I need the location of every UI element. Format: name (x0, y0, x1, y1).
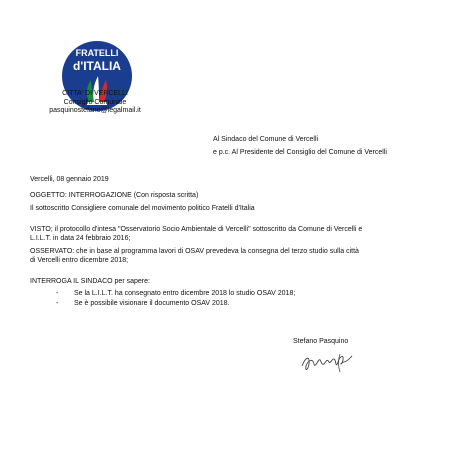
osservato-line: di Vercelli entro dicembre 2018; (30, 256, 129, 264)
question-item: - Se la L.I.L.T. ha consegnato entro dicembre 2018 lo studio OSAV 2018; (56, 289, 295, 299)
signer-name: Stefano Pasquino (293, 338, 349, 345)
handwritten-signature (300, 350, 354, 374)
logo-line2: d'ITALIA (73, 59, 121, 73)
logo-line1: FRATELLI (75, 48, 119, 58)
addressee-mayor: Al Sindaco del Comune di Vercelli (213, 136, 319, 143)
addressee-president: e p.c. Al Presidente del Consiglio del Comune di Vercelli (213, 149, 387, 156)
osservato-line: OSSERVATO: che in base al programma lavori di OSAV prevedeva la consegna del terzo studio sulla città (30, 248, 359, 255)
visto-line: VISTO; il protocollo d'intesa "Osservatorio Socio Ambientale di Vercelli" sottoscritto da Comune di Vercelli e (30, 226, 363, 233)
question-item: - Se è possibile visionare il documento OSAV 2018. (56, 299, 295, 309)
paragraph-visto (30, 226, 425, 243)
sender-council: Consiglio Comunale (63, 98, 127, 106)
sender-city: CITTA' DI VERCELLI (62, 90, 128, 97)
question-list (56, 289, 295, 308)
letter-date: Vercelli, 08 gennaio 2019 (30, 176, 109, 183)
visto-line: L.I.L.T. in data 24 febbraio 2016; (30, 234, 131, 242)
paragraph-osservato (30, 248, 425, 265)
sender-email: pasquinostefano@legalmail.it (49, 107, 141, 114)
sender-block (40, 90, 150, 116)
letter-subject: OGGETTO: INTERROGAZIONE (Con risposta scritta) (30, 192, 199, 199)
interroga-heading: INTERROGA IL SINDACO per sapere: (30, 278, 150, 285)
letter-intro: Il sottoscritto Consigliere comunale del movimento politico Fratelli d'Italia (30, 205, 255, 212)
